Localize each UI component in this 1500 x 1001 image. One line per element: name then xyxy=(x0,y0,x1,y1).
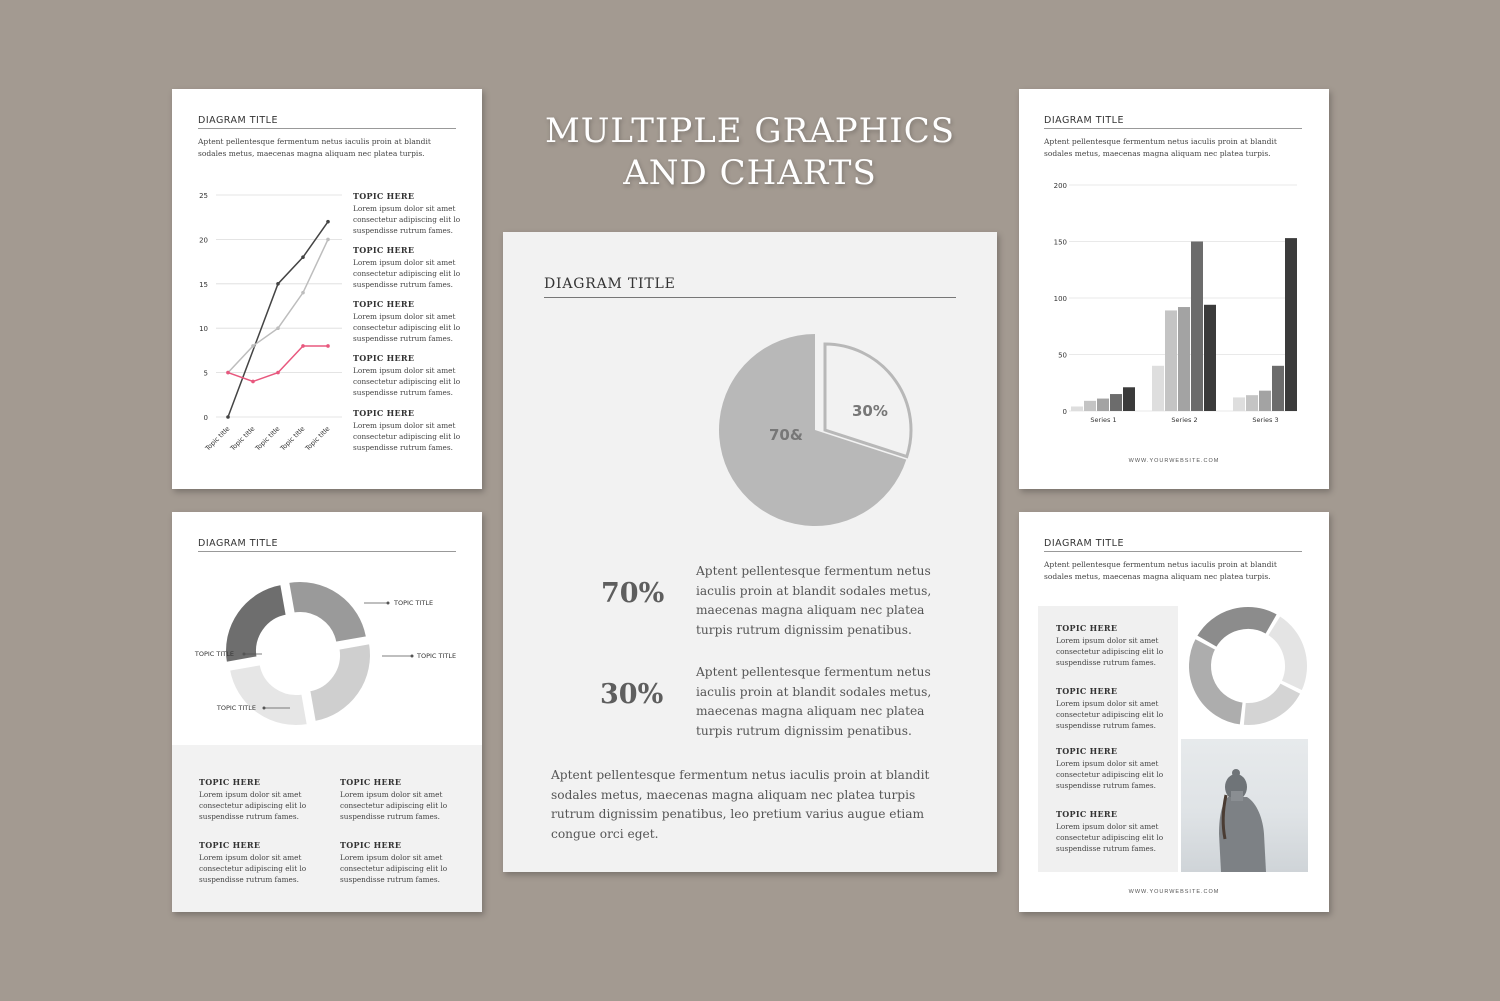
data-point xyxy=(226,371,230,375)
topic-text: Lorem ipsum dolor sit amet consectetur adipiscing elit lo suspendisse rutrum fames. xyxy=(353,204,461,235)
topic-1 xyxy=(1056,623,1171,668)
x-tick-label: Series 1 xyxy=(1090,416,1117,424)
topic-text: Lorem ipsum dolor sit amet consectetur adipiscing elit lo suspendisse rutrum fames. xyxy=(199,853,307,884)
topic-title: TOPIC HERE xyxy=(199,840,261,850)
topic-text: Lorem ipsum dolor sit amet consectetur adipiscing elit lo suspendisse rutrum fames. xyxy=(1056,699,1164,730)
topic-2 xyxy=(340,777,465,822)
donut-card-title: DIAGRAM TITLE xyxy=(1044,538,1124,549)
topic-4 xyxy=(1056,809,1171,854)
topic-4 xyxy=(340,840,465,885)
line-chart-intro: Aptent pellentesque fermentum netus iaculis proin at blandit sodales metus, maecenas magna aliquam nec platea turpis. xyxy=(198,137,431,158)
title-rule xyxy=(544,297,956,298)
leader-dot xyxy=(243,653,246,656)
bar-chart-card xyxy=(1019,89,1329,489)
person-silhouette xyxy=(1181,739,1308,872)
topic-title: TOPIC HERE xyxy=(199,777,261,787)
topic-1 xyxy=(199,777,324,822)
topic-text: Lorem ipsum dolor sit amet consectetur adipiscing elit lo suspendisse rutrum fames. xyxy=(340,853,448,884)
topic-1 xyxy=(353,191,478,236)
topic-title: TOPIC HERE xyxy=(353,245,415,255)
y-tick-label: 20 xyxy=(199,236,208,245)
x-tick-label: Topic title xyxy=(228,424,257,453)
ring-label: TOPIC TITLE xyxy=(417,652,457,660)
bar xyxy=(1259,391,1271,411)
title-rule xyxy=(198,551,456,552)
data-point xyxy=(251,344,255,348)
y-tick-label: 15 xyxy=(199,280,208,289)
data-point xyxy=(326,220,330,224)
x-tick-label: Series 3 xyxy=(1252,416,1279,424)
topic-text: Lorem ipsum dolor sit amet consectetur adipiscing elit lo suspendisse rutrum fames. xyxy=(353,421,461,452)
ring-label: TOPIC TITLE xyxy=(194,650,234,658)
x-tick-label: Topic title xyxy=(278,424,307,453)
topic-text: Lorem ipsum dolor sit amet consectetur adipiscing elit lo suspendisse rutrum fames. xyxy=(353,312,461,343)
donut-card xyxy=(1019,512,1329,912)
topic-text: Lorem ipsum dolor sit amet consectetur adipiscing elit lo suspendisse rutrum fames. xyxy=(353,258,461,289)
y-tick-label: 50 xyxy=(1058,351,1067,360)
topic-2 xyxy=(353,245,478,290)
y-tick-label: 5 xyxy=(203,369,208,378)
y-tick-label: 0 xyxy=(1062,408,1067,416)
pie-chart xyxy=(503,322,997,552)
line-chart xyxy=(172,184,342,484)
data-point xyxy=(276,282,280,286)
bar xyxy=(1123,387,1135,411)
topic-title: TOPIC HERE xyxy=(1056,746,1118,756)
topic-text: Lorem ipsum dolor sit amet consectetur adipiscing elit lo suspendisse rutrum fames. xyxy=(1056,822,1164,853)
line-series xyxy=(228,222,328,417)
data-point xyxy=(326,344,330,348)
x-tick-label: Topic title xyxy=(253,424,282,453)
winter-photo xyxy=(1181,739,1308,872)
pie-label: 70& xyxy=(769,426,803,444)
y-tick-label: 0 xyxy=(203,414,208,422)
ring-segment xyxy=(225,584,287,663)
donut-topics-panel xyxy=(1038,606,1178,872)
stat-1-value: 70% xyxy=(601,578,665,609)
ring-label: TOPIC TITLE xyxy=(394,599,434,607)
topic-title: TOPIC HERE xyxy=(1056,686,1118,696)
data-point xyxy=(301,344,305,348)
x-tick-label: Topic title xyxy=(203,424,232,453)
stat-2-text: Aptent pellentesque fermentum netus iaculis proin at blandit sodales metus, maecenas magna aliquam nec platea turpis rutrum dignissim penatibus. xyxy=(696,665,932,738)
ring-segment xyxy=(288,581,367,643)
donut-segment xyxy=(1267,615,1308,691)
data-point xyxy=(301,255,305,259)
website-url: WWW.YOURWEBSITE.COM xyxy=(1128,458,1220,464)
y-tick-label: 100 xyxy=(1053,295,1067,303)
donut-chart xyxy=(1179,602,1314,732)
topic-text: Lorem ipsum dolor sit amet consectetur adipiscing elit lo suspendisse rutrum fames. xyxy=(1056,759,1164,790)
donut-segment xyxy=(1196,606,1278,648)
topic-title: TOPIC HERE xyxy=(353,408,415,418)
pie-body-text: Aptent pellentesque fermentum netus iaculis proin at blandit sodales metus, maecenas magna aliquam nec platea turpis rutrum dignissim penatibus, leo pretium varius augue etiam congue orci eget. xyxy=(551,768,930,841)
bar xyxy=(1191,242,1203,412)
bar xyxy=(1084,401,1096,411)
bar xyxy=(1165,310,1177,411)
pie-chart-card xyxy=(503,232,997,872)
ring-segment xyxy=(229,664,308,726)
line-series xyxy=(228,239,328,372)
topic-3 xyxy=(353,299,478,344)
bar xyxy=(1272,366,1284,411)
bar xyxy=(1285,238,1297,411)
stat-1-text: Aptent pellentesque fermentum netus iaculis proin at blandit sodales metus, maecenas magna aliquam nec platea turpis rutrum dignissim penatibus. xyxy=(696,564,932,637)
title-rule xyxy=(198,128,456,129)
data-point xyxy=(251,380,255,384)
data-point xyxy=(276,326,280,330)
y-tick-label: 10 xyxy=(199,325,208,334)
topic-text: Lorem ipsum dolor sit amet consectetur adipiscing elit lo suspendisse rutrum fames. xyxy=(353,366,461,397)
title-rule xyxy=(1044,128,1302,129)
data-point xyxy=(326,238,330,242)
data-point xyxy=(301,291,305,295)
page-headline xyxy=(500,110,1000,194)
line-chart-title: DIAGRAM TITLE xyxy=(198,115,278,126)
ring-segment xyxy=(309,643,371,722)
ring-topics-panel xyxy=(172,745,482,912)
bar xyxy=(1071,406,1083,411)
bar xyxy=(1246,395,1258,411)
topic-text: Lorem ipsum dolor sit amet consectetur adipiscing elit lo suspendisse rutrum fames. xyxy=(199,790,307,821)
topic-3 xyxy=(199,840,324,885)
leader-dot xyxy=(387,602,390,605)
topic-4 xyxy=(353,353,478,398)
ring-label: TOPIC TITLE xyxy=(216,704,256,712)
stat-2-value: 30% xyxy=(600,679,664,710)
topic-title: TOPIC HERE xyxy=(340,777,402,787)
topic-title: TOPIC HERE xyxy=(353,299,415,309)
pie-chart-title: DIAGRAM TITLE xyxy=(544,276,676,292)
topic-text: Lorem ipsum dolor sit amet consectetur adipiscing elit lo suspendisse rutrum fames. xyxy=(340,790,448,821)
bar xyxy=(1233,397,1245,411)
y-tick-label: 150 xyxy=(1053,238,1067,247)
data-point xyxy=(226,415,230,419)
ring-diagram-card xyxy=(172,512,482,912)
topic-title: TOPIC HERE xyxy=(340,840,402,850)
topic-title: TOPIC HERE xyxy=(1056,809,1118,819)
leader-dot xyxy=(411,655,414,658)
topic-3 xyxy=(1056,746,1171,791)
bar xyxy=(1110,394,1122,411)
line-chart-card xyxy=(172,89,482,489)
donut-segment xyxy=(1243,682,1302,726)
bar xyxy=(1097,399,1109,411)
bar-chart xyxy=(1019,174,1329,434)
leader-dot xyxy=(263,707,266,710)
donut-card-intro: Aptent pellentesque fermentum netus iaculis proin at blandit sodales metus, maecenas magna aliquam nec platea turpis. xyxy=(1044,560,1277,581)
topic-title: TOPIC HERE xyxy=(353,191,415,201)
bar xyxy=(1152,366,1164,411)
pie-label: 30% xyxy=(852,402,888,420)
x-tick-label: Series 2 xyxy=(1171,416,1198,424)
bar xyxy=(1178,307,1190,411)
bar xyxy=(1204,305,1216,411)
topic-2 xyxy=(1056,686,1171,731)
y-tick-label: 25 xyxy=(199,192,208,200)
ring-diagram-title: DIAGRAM TITLE xyxy=(198,538,278,549)
headline-line-1: MULTIPLE GRAPHICS xyxy=(544,111,956,151)
topic-text: Lorem ipsum dolor sit amet consectetur adipiscing elit lo suspendisse rutrum fames. xyxy=(1056,636,1164,667)
headline-line-2: AND CHARTS xyxy=(623,153,877,193)
y-tick-label: 200 xyxy=(1053,182,1067,190)
website-url: WWW.YOURWEBSITE.COM xyxy=(1128,889,1220,895)
title-rule xyxy=(1044,551,1302,552)
bar-chart-intro: Aptent pellentesque fermentum netus iaculis proin at blandit sodales metus, maecenas magna aliquam nec platea turpis. xyxy=(1044,137,1277,158)
topic-title: TOPIC HERE xyxy=(1056,623,1118,633)
x-tick-label: Topic title xyxy=(303,424,332,453)
donut-segment xyxy=(1188,638,1244,726)
topic-5 xyxy=(353,408,478,453)
bar-chart-title: DIAGRAM TITLE xyxy=(1044,115,1124,126)
topic-title: TOPIC HERE xyxy=(353,353,415,363)
data-point xyxy=(276,371,280,375)
